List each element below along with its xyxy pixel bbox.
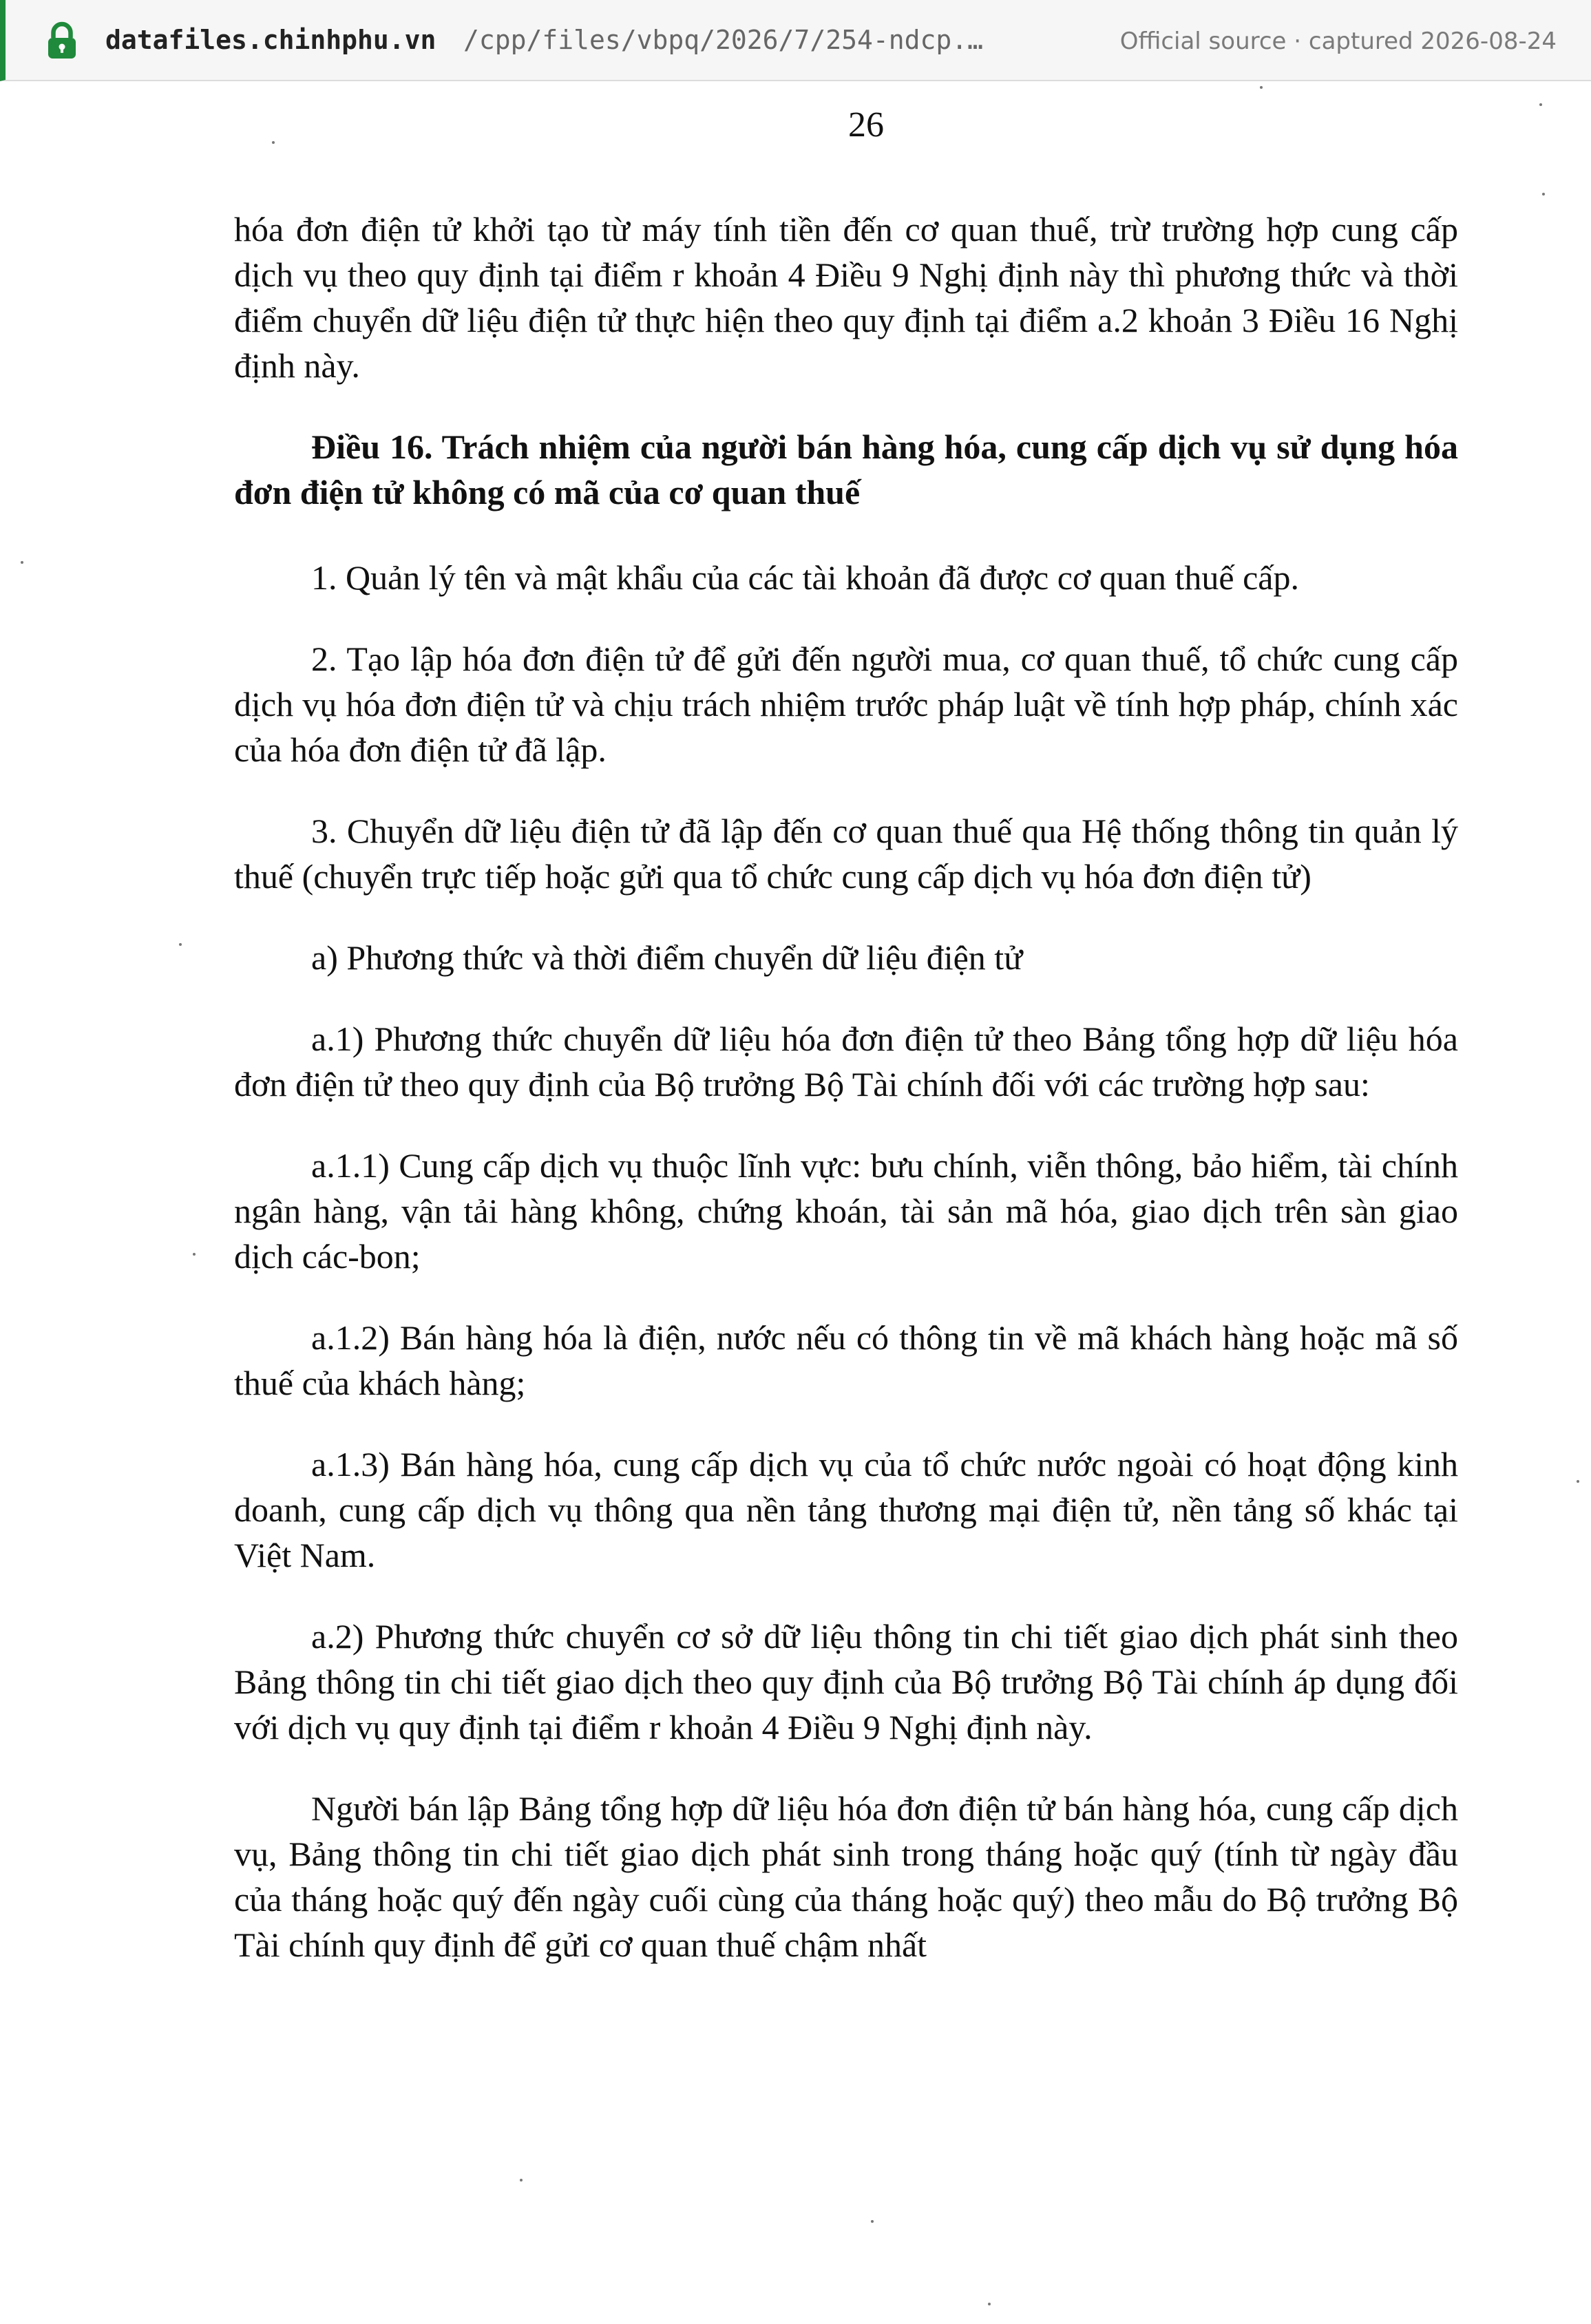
point-a1-1: a.1.1) Cung cấp dịch vụ thuộc lĩnh vực: bưu chính, viễn thông, bảo hiểm, tài chính ngân hàng, vận tải hàng không, chứng khoán, tài sản mã hóa, giao dịch trên sàn giao dịch các-bon; — [234, 1146, 1458, 1276]
clause-3: 3. Chuyển dữ liệu điện tử đã lập đến cơ quan thuế qua Hệ thống thông tin quản lý thuế (chuyển trực tiếp hoặc gửi qua tổ chức cung cấp dịch vụ hóa đơn điện tử) — [234, 812, 1458, 896]
point-a1-2: a.1.2) Bán hàng hóa là điện, nước nếu có thông tin về mã khách hàng hoặc mã số thuế của khách hàng; — [234, 1318, 1458, 1402]
url-domain[interactable]: datafiles.chinhphu.vn — [105, 25, 436, 55]
article-heading: Điều 16. Trách nhiệm của người bán hàng hóa, cung cấp dịch vụ sử dụng hóa đơn điện tử không có mã của cơ quan thuế — [234, 427, 1458, 511]
paragraph-continuation: hóa đơn điện tử khởi tạo từ máy tính tiền đến cơ quan thuế, trừ trường hợp cung cấp dịch vụ theo quy định tại điểm r khoản 4 Điều 9 Nghị định này thì phương thức và thời điểm chuyển dữ liệu điện tử thực hiện theo quy định tại điểm a.2 khoản 3 Điều 16 Nghị định này. — [234, 210, 1458, 385]
lock-icon — [41, 21, 83, 62]
page-number: 26 — [848, 105, 884, 145]
point-a1: a.1) Phương thức chuyển dữ liệu hóa đơn điện tử theo Bảng tổng hợp dữ liệu hóa đơn điện tử theo quy định của Bộ trưởng Bộ Tài chính đối với các trường hợp sau: — [234, 1020, 1458, 1103]
document-body — [234, 207, 1458, 2003]
clause-2: 2. Tạo lập hóa đơn điện tử để gửi đến người mua, cơ quan thuế, tổ chức cung cấp dịch vụ hóa đơn điện tử và chịu trách nhiệm trước pháp luật về tính hợp pháp, chính xác của hóa đơn điện tử đã lập. — [234, 640, 1458, 769]
clause-1: 1. Quản lý tên và mật khẩu của các tài khoản đã được cơ quan thuế cấp. — [311, 558, 1299, 597]
point-a2: a.2) Phương thức chuyển cơ sở dữ liệu thông tin chi tiết giao dịch phát sinh theo Bảng thông tin chi tiết giao dịch theo quy định của Bộ trưởng Bộ Tài chính áp dụng đối với dịch vụ quy định tại điểm r khoản 4 Điều 9 Nghị định này. — [234, 1617, 1458, 1746]
point-a: a) Phương thức và thời điểm chuyển dữ liệu điện tử — [311, 938, 1023, 977]
point-a1-3: a.1.3) Bán hàng hóa, cung cấp dịch vụ của tổ chức nước ngoài có hoạt động kinh doanh, cung cấp dịch vụ thông qua nền tảng thương mại điện tử, nền tảng số khác tại Việt Nam. — [234, 1445, 1458, 1574]
browser-address-bar[interactable] — [0, 0, 1591, 81]
closing-paragraph: Người bán lập Bảng tổng hợp dữ liệu hóa đơn điện tử bán hàng hóa, cung cấp dịch vụ, Bảng thông tin chi tiết giao dịch phát sinh trong tháng hoặc quý (tính từ ngày đầu của tháng hoặc quý đến ngày cuối cùng của tháng hoặc quý) theo mẫu do Bộ trưởng Bộ Tài chính quy định để gửi cơ quan thuế chậm nhất — [234, 1789, 1458, 1964]
url-path[interactable]: /cpp/files/vbpq/2026/7/254-ndcp.… — [463, 25, 983, 55]
source-note: Official source · captured 2026-08-24 — [1119, 28, 1557, 55]
